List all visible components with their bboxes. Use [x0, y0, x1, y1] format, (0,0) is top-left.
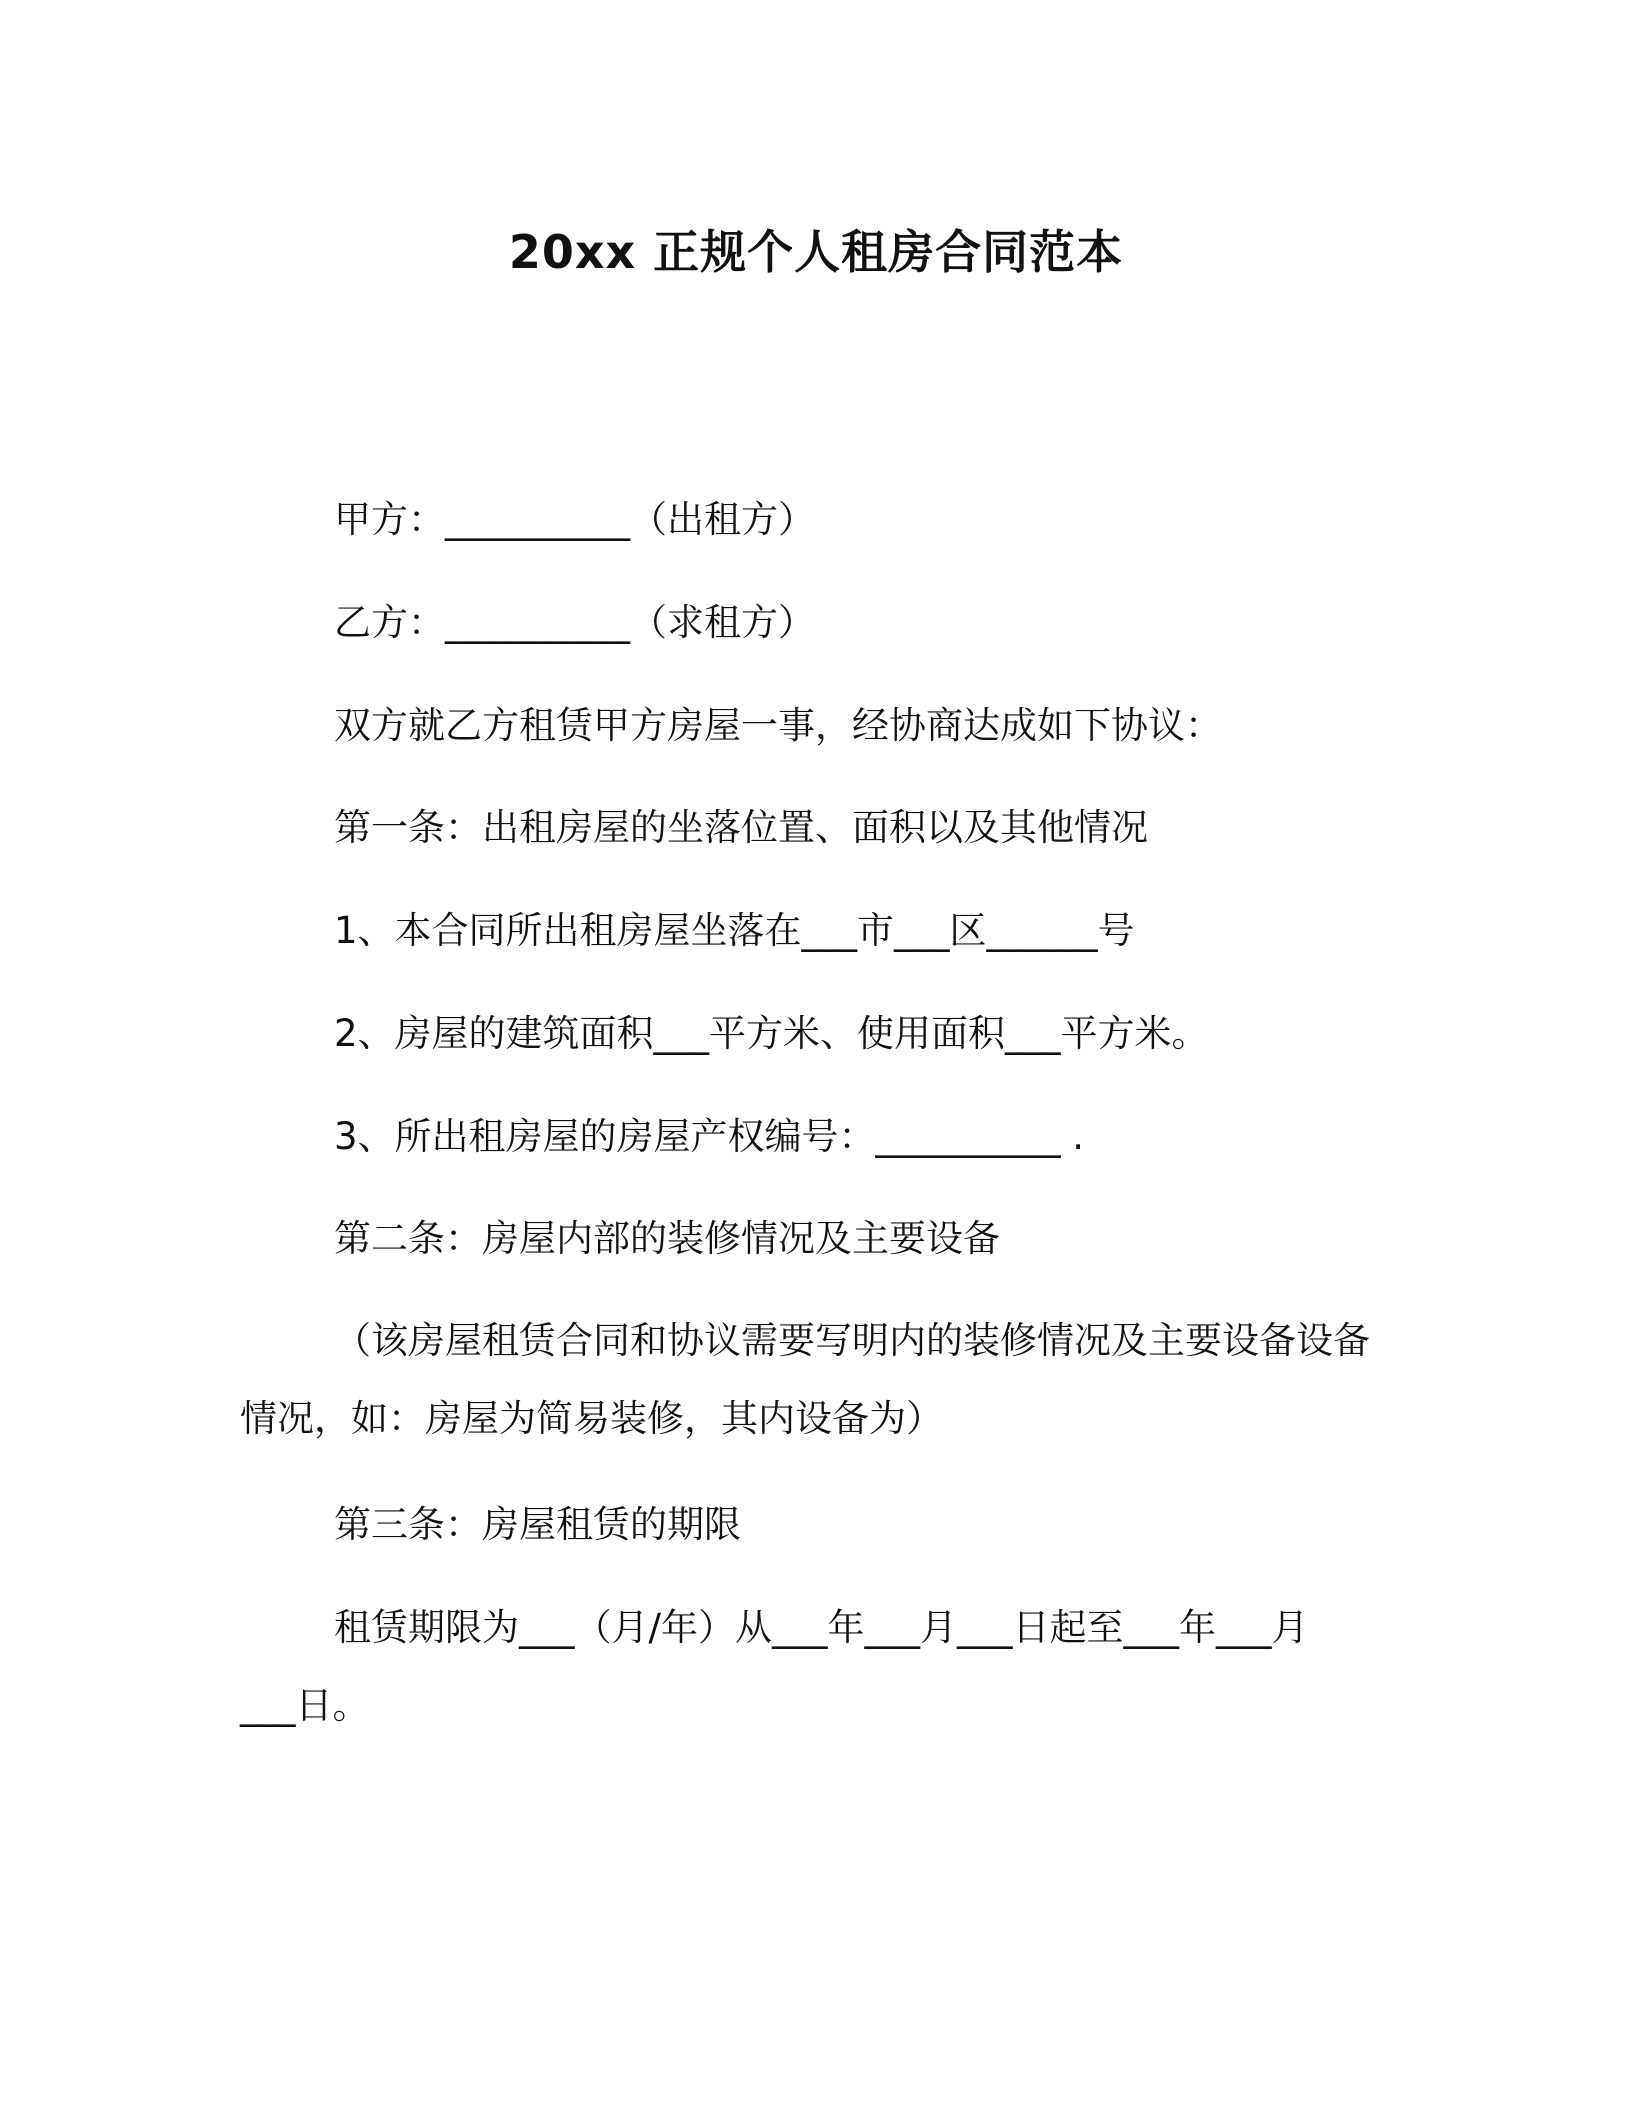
- article-3-term: [240, 1603, 1390, 1731]
- article-3-term-line-1: 租赁期限为___（月/年）从___年___月___日起至___年___月: [334, 1606, 1309, 1649]
- document-title: 20xx 正规个人租房合同范本: [508, 225, 1124, 279]
- article-1-item-3: 3、所出租房屋的房屋产权编号：__________ .: [334, 1115, 1085, 1158]
- article-3-term-line-2: ___日。: [240, 1684, 370, 1727]
- party-b-line: 乙方：__________（求租方）: [334, 601, 815, 644]
- article-2-note-line-2: 情况，如：房屋为简易装修，其内设备为）: [240, 1397, 943, 1440]
- article-3-heading: 第三条：房屋租赁的期限: [334, 1503, 741, 1546]
- article-1-item-2: 2、房屋的建筑面积___平方米、使用面积___平方米。: [334, 1012, 1209, 1055]
- article-1-heading: 第一条：出租房屋的坐落位置、面积以及其他情况: [334, 806, 1148, 849]
- article-2-heading: 第二条：房屋内部的装修情况及主要设备: [334, 1217, 1000, 1260]
- agreement-intro: 双方就乙方租赁甲方房屋一事，经协商达成如下协议：: [334, 704, 1222, 747]
- article-2-note: [240, 1316, 1390, 1444]
- party-a-line: 甲方：__________（出租方）: [334, 498, 815, 541]
- article-1-item-1: 1、本合同所出租房屋坐落在___市___区______号: [334, 909, 1135, 952]
- article-2-note-line-1: （该房屋租赁合同和协议需要写明内的装修情况及主要设备设备: [334, 1319, 1370, 1362]
